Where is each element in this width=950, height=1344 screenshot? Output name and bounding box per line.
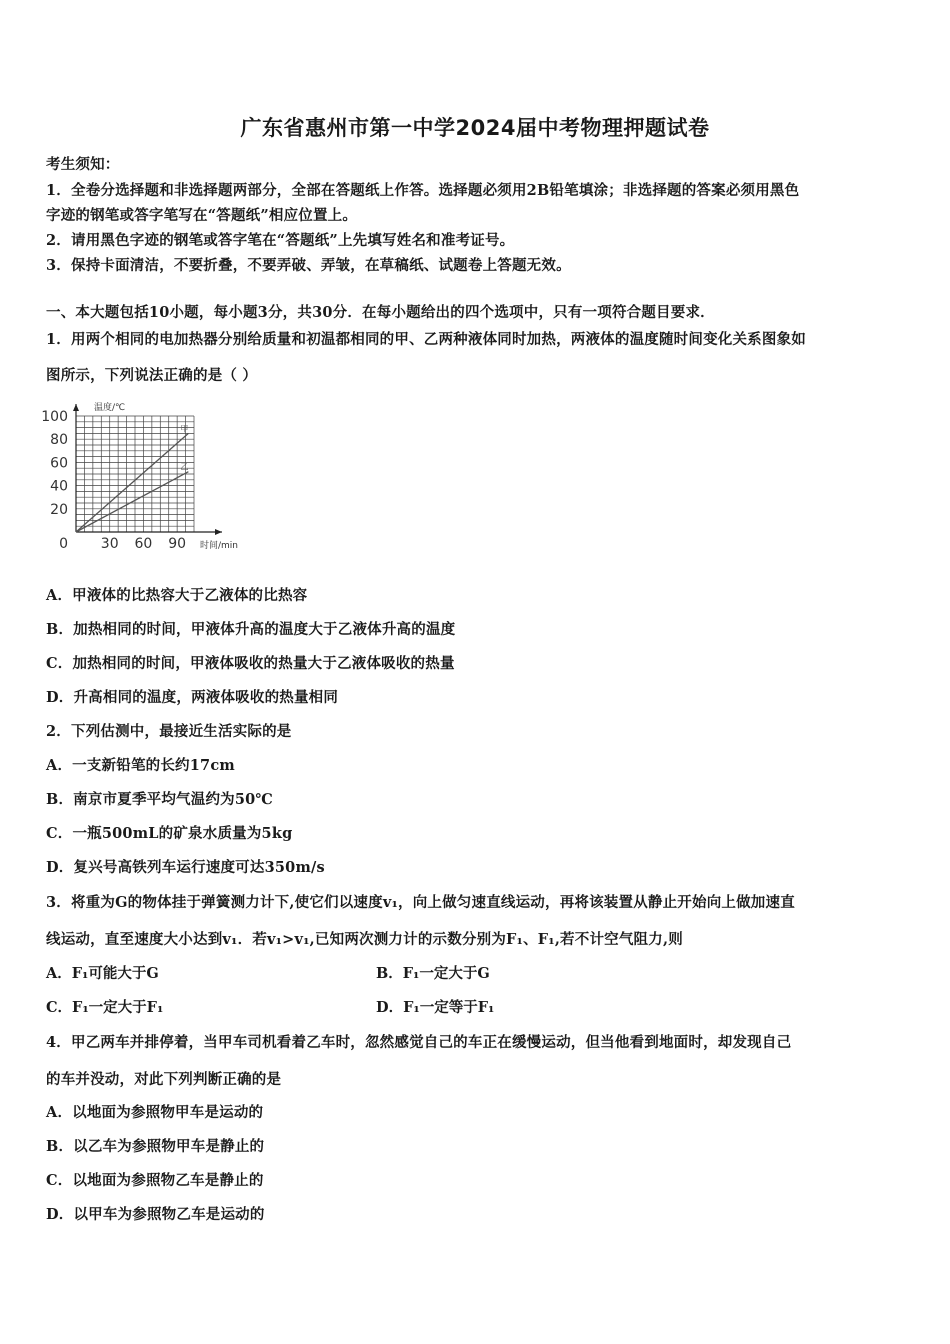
notice-item-1: 1．全卷分选择题和非选择题两部分，全部在答题纸上作答。选择题必须用2B铅笔填涂；非选择题的答案必须用黑色 [46,182,800,199]
x-axis-arrow-icon [215,529,222,535]
q2-option-b: B．南京市夏季平均气温约为50℃ [46,791,274,808]
x-tick-label: 30 [100,536,119,552]
q1-option-c: C．加热相同的时间，甲液体吸收的热量大于乙液体吸收的热量 [46,655,455,672]
x-tick-label: 90 [168,536,187,552]
q1-stem: 1．用两个相同的电加热器分别给质量和初温都相同的甲、乙两种液体同时加热，两液体的温度随时间变化关系图象如 [46,331,806,348]
notice-heading: 考生须知： [46,156,120,173]
series-label-1: 甲 [180,424,189,434]
y-axis-arrow-icon [73,404,79,411]
q4-option-c: C．以地面为参照物乙车是静止的 [46,1172,264,1189]
y-tick-label: 80 [50,432,68,449]
q1-option-a: A．甲液体的比热容大于乙液体的比热容 [46,587,308,604]
y-axis-label: 温度/℃ [94,403,126,413]
q1-stem-cont: 图所示，下列说法正确的是（ ） [46,367,258,384]
q2-option-c: C．一瓶500mL的矿泉水质量为5kg [46,825,293,842]
section-heading: 一、本大题包括10小题，每小题3分，共30分．在每小题给出的四个选项中，只有一项符合题目要求． [46,304,715,321]
q1-option-b: B．加热相同的时间，甲液体升高的温度大于乙液体升高的温度 [46,621,456,638]
notice-item-3: 3．保持卡面清洁，不要折叠，不要弄破、弄皱，在草稿纸、试题卷上答题无效。 [46,257,571,274]
x-tick-label: 60 [134,536,153,552]
x-axis-label: 时间/min [200,541,239,551]
q2-stem: 2．下列估测中，最接近生活实际的是 [46,723,292,740]
q4-option-b: B．以乙车为参照物甲车是静止的 [46,1138,265,1155]
q3-stem-cont: 线运动，直至速度大小达到v₁．若v₁>v₁,已知两次测力计的示数分别为F₁、F₁,若不计空气阻力,则 [46,931,683,948]
y-tick-label: 60 [50,455,68,472]
q3-option-a: A．F₁可能大于G [46,965,159,982]
q2-option-a: A．一支新铅笔的长约17cm [46,757,235,774]
q4-stem-cont: 的车并没动，对此下列判断正确的是 [46,1071,282,1088]
q4-stem: 4．甲乙两车并排停着，当甲车司机看着乙车时，忽然感觉自己的车正在缓慢运动，但当他看到地面时，却发现自己 [46,1034,792,1051]
notice-item-1-cont: 字迹的钢笔或答字笔写在“答题纸”相应位置上。 [46,207,358,224]
q3-option-b: B．F₁一定大于G [376,965,490,982]
x-tick-label: 0 [59,536,68,552]
q3-option-d: D．F₁一定等于F₁ [376,999,495,1016]
temperature-time-chart [40,394,250,554]
series-label-2: 乙 [180,462,189,472]
y-tick-label: 40 [50,478,68,495]
y-tick-label: 20 [50,501,68,518]
q4-option-d: D．以甲车为参照物乙车是运动的 [46,1206,265,1223]
q3-stem: 3．将重为G的物体挂于弹簧测力计下,使它们以速度v₁，向上做匀速直线运动，再将该装置从静止开始向上做加速直 [46,894,795,911]
q3-option-c: C．F₁一定大于F₁ [46,999,164,1016]
q4-option-a: A．以地面为参照物甲车是运动的 [46,1104,264,1121]
exam-title: 广东省惠州市第一中学2024届中考物理押题试卷 [240,116,710,140]
chart-grid [76,416,194,532]
notice-item-2: 2．请用黑色字迹的钢笔或答字笔在“答题纸”上先填写姓名和准考证号。 [46,232,515,249]
q2-option-d: D．复兴号高铁列车运行速度可达350m/s [46,859,325,876]
q1-option-d: D．升高相同的温度，两液体吸收的热量相同 [46,689,339,706]
y-tick-label: 100 [41,409,68,425]
